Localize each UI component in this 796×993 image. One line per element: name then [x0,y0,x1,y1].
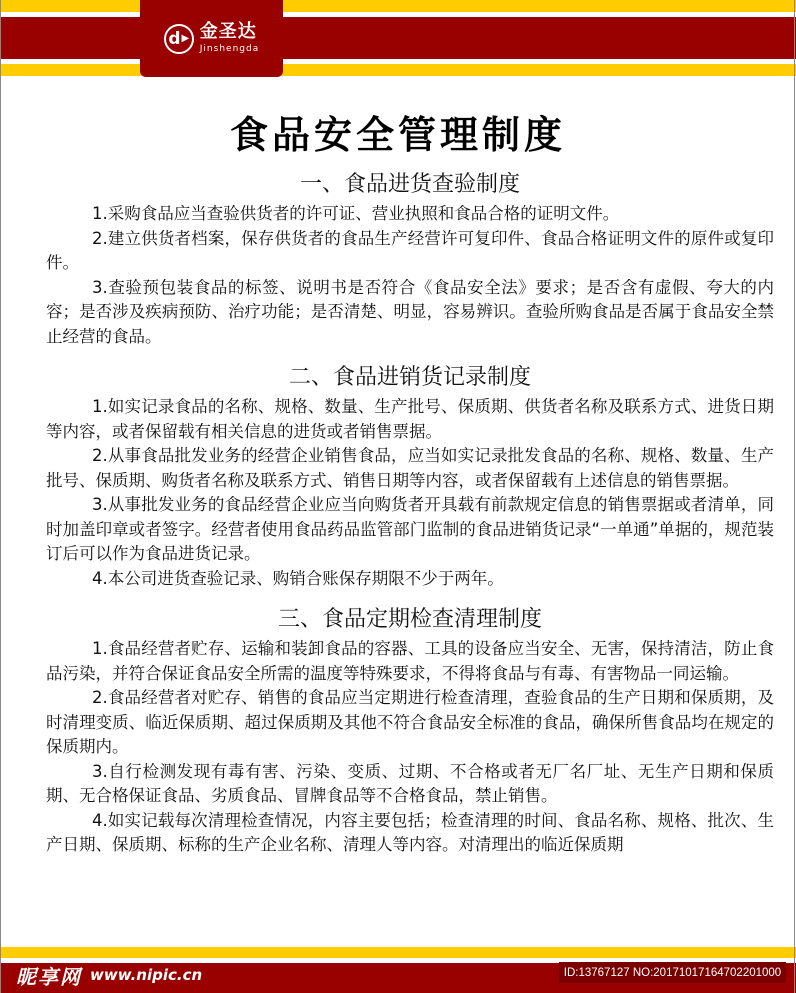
section-purchase-sales-records [46,363,774,591]
brand-name-en: Jinshengda [199,44,260,54]
paragraph: 3.自行检测发现有毒有害、污染、变质、过期、不合格或者无厂名厂址、无生产日期和保质期、无合格保证食品、劣质食品、冒牌食品等不合格食品，禁止销售。 [46,761,774,805]
section-heading: 一、食品进货查验制度 [299,172,520,197]
section-heading: 二、食品进销货记录制度 [288,365,531,390]
paragraph: 2.从事食品批发业务的经营企业销售食品，应当如实记录批发食品的名称、规格、数量、生产批号、保质期、购货者名称及联系方式、销售日期等内容，或者保留载有上述信息的销售票据。 [46,446,774,490]
image-id-label: ID:13767127 NO:20171017164702201000 [559,962,786,983]
logo-glyph: d [168,28,181,49]
paragraph: 1.食品经营者贮存、运输和装卸食品的容器、工具的设备应当安全、无害，保持清洁，防止食品污染，并符合保证食品安全所需的温度等特殊要求，不得将食品与有毒、有害物品一同运输。 [46,639,774,683]
section-periodic-inspection [46,605,774,858]
brand-name [200,23,259,54]
paragraph: 2.食品经营者对贮存、销售的食品应当定期进行检查清理，查验食品的生产日期和保质期，及时清理变质、临近保质期、超过保质期及其他不符合食品安全标准的食品，确保所售食品均在规定的保质期内。 [46,688,774,756]
brand-name-cn: 金圣达 [199,21,257,42]
paragraph: 1.如实记录食品的名称、规格、数量、生产批号、保质期、供货者名称及联系方式、进货日期等内容，或者保留载有相关信息的进货或者销售票据。 [46,397,774,441]
paragraph: 2.建立供货者档案，保存供货者的食品生产经营许可复印件、食品合格证明文件的原件或复印件。 [46,228,774,272]
section-heading: 三、食品定期检查清理制度 [277,607,542,632]
header-bottom-yellow-band [0,64,796,76]
header-red-band [0,17,796,59]
jinshengda-logo-icon: d ▶ [164,24,194,54]
paragraph: 1.采购食品应当查验供货者的许可证、营业执照和食品合格的证明文件。 [92,204,620,223]
watermark [16,963,202,987]
footer-yellow-band [0,947,796,958]
section-incoming-inspection [46,170,774,349]
document-body [46,170,774,872]
brand-logo-box [140,0,283,77]
watermark-logo: 昵享网 [16,964,82,989]
paragraph: 3.查验预包装食品的标签、说明书是否符合《食品安全法》要求；是否含有虚假、夸大的内容；是否涉及疾病预防、治疗功能；是否清楚、明显，容易辨识。查验所购食品是否属于食品安全禁止经营的食品。 [46,277,774,346]
header-top-yellow-band [0,0,796,12]
document-title: 食品安全管理制度 [229,113,566,157]
watermark-url: www.nipic.cn [90,966,203,984]
paragraph: 3.从事批发业务的食品经营企业应当向购货者开具载有前款规定信息的销售票据或者清单，同时加盖印章或者签字。经营者使用食品药品监管部门监制的食品进销货记录“一单通”单据的，规范装订后可以作为食品进货记录。 [46,495,774,563]
paragraph: 4.如实记载每次清理检查情况，内容主要包括；检查清理的时间、食品名称、规格、批次、生产日期、保质期、标称的生产企业名称、清理人等内容。对清理出的临近保质期 [46,810,774,854]
paragraph: 4.本公司进货查验记录、购销合账保存期限不少于两年。 [92,568,504,588]
